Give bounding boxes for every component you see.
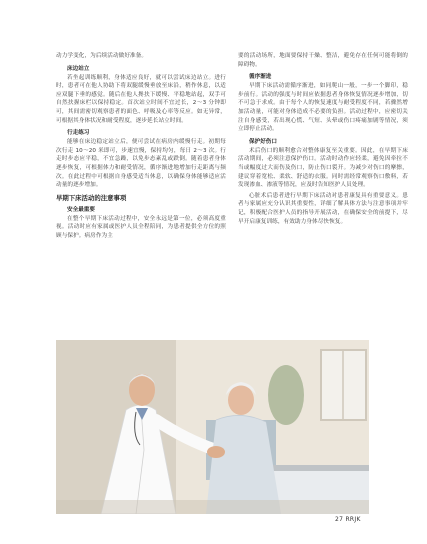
subheading-wound-protection: 保护好伤口 bbox=[249, 138, 277, 145]
closing-paragraph: 心脏术后患者进行早期下床活动对患者康复具有重要意义。患者与家属应充分认识其重要性，详细了解具体方法与注意事项并牢记，积极配合医护人员的指导开展活动，在确保安全的前提下，尽早开启康复训练，有效助力身体尽快恢复。 bbox=[238, 192, 408, 225]
right-column bbox=[238, 53, 408, 228]
left-column bbox=[56, 53, 226, 243]
paragraph-safety: 在整个早期下床活动过程中，安全永远是第一位，必须高度重视。活动时应有家属或医护人员全程陪同，为患者提供全方位的照顾与保护。病房作为主 bbox=[56, 215, 226, 239]
subheading-gradual-progress: 循序渐进 bbox=[249, 74, 272, 81]
paragraph-wound-protection: 术后伤口的顺利愈合对整体康复至关重要。因此，在早期下床活动期间，必须注意保护伤口。活动时动作应轻柔，避免因牵拉不当或幅度过大而伤及伤口，防止伤口裂开。为减少对伤口的摩擦，建议穿着宽松、柔软、舒适的衣服。同时需经常观察伤口敷料，若发现渗血、渗液等情况，应及时告知医护人员处理。 bbox=[238, 147, 408, 189]
subheading-walking-practice: 行走练习 bbox=[67, 130, 90, 137]
section-title-precautions: 早期下床活动的注意事项 bbox=[56, 193, 127, 202]
subheading-bedside-standing: 床边站立 bbox=[67, 65, 90, 72]
paragraph-walking-practice: 能够在床边稳定站立后，便可尝试在病房内缓慢行走。初期每次行走 10～20 米即可，步速宜慢，保持均匀，每日 2～3 次。行走时步态应平稳，不宜急躁，以免步态紊乱或跌倒。随着患者身体逐步恢复，可根据体力和耐受情况，循序渐进地增加行走距离与频次。在此过程中可根据自身感受适当休息，以确保身体能够适应活动量的逐步增加。 bbox=[56, 139, 226, 189]
doctor-patient-photo bbox=[56, 340, 369, 514]
paragraph-gradual-progress: 早期下床活动需循序渐进，如同爬山一般，一步一个脚印，稳步前行。活动的强度与时间应依据患者身体恢复情况逐步增加，切不可急于求成。由于每个人的恢复速度与耐受程度不同，若骤然增加活动量，可能对身体造成不必要的负担。活动过程中，应密切关注自身感受，若出现心慌、气短、头晕或伤口疼痛加剧等情况，须立即停止活动。 bbox=[238, 83, 408, 133]
intro-paragraph: 动力学变化，为后续活动做好准备。 bbox=[56, 53, 148, 59]
continuation-paragraph: 要的活动场所，地面要保持干燥、整洁，避免存在任何可能将倒的障碍物。 bbox=[238, 53, 408, 68]
page-number: 27 RRJK bbox=[335, 516, 361, 523]
paragraph-bedside-standing: 若坐起训练顺利，身体适应良好，就可以尝试床边站立。进行时，患者可在他人协助下将双腿缓慢垂放至床沿，稍作休息，以适应双腿下垂的感觉。随后在他人搀扶下缓慢、平稳地站起，双手可自然扶握床栏以保持稳定。首次站立时间不宜过长，2～3 分钟即可，其间需密切观察患者的面色、呼吸及心率等反应。如无异常，可根据其身体状况和耐受程度，逐步延长站立时间。 bbox=[56, 74, 226, 124]
subheading-safety: 安全最重要 bbox=[67, 206, 95, 213]
